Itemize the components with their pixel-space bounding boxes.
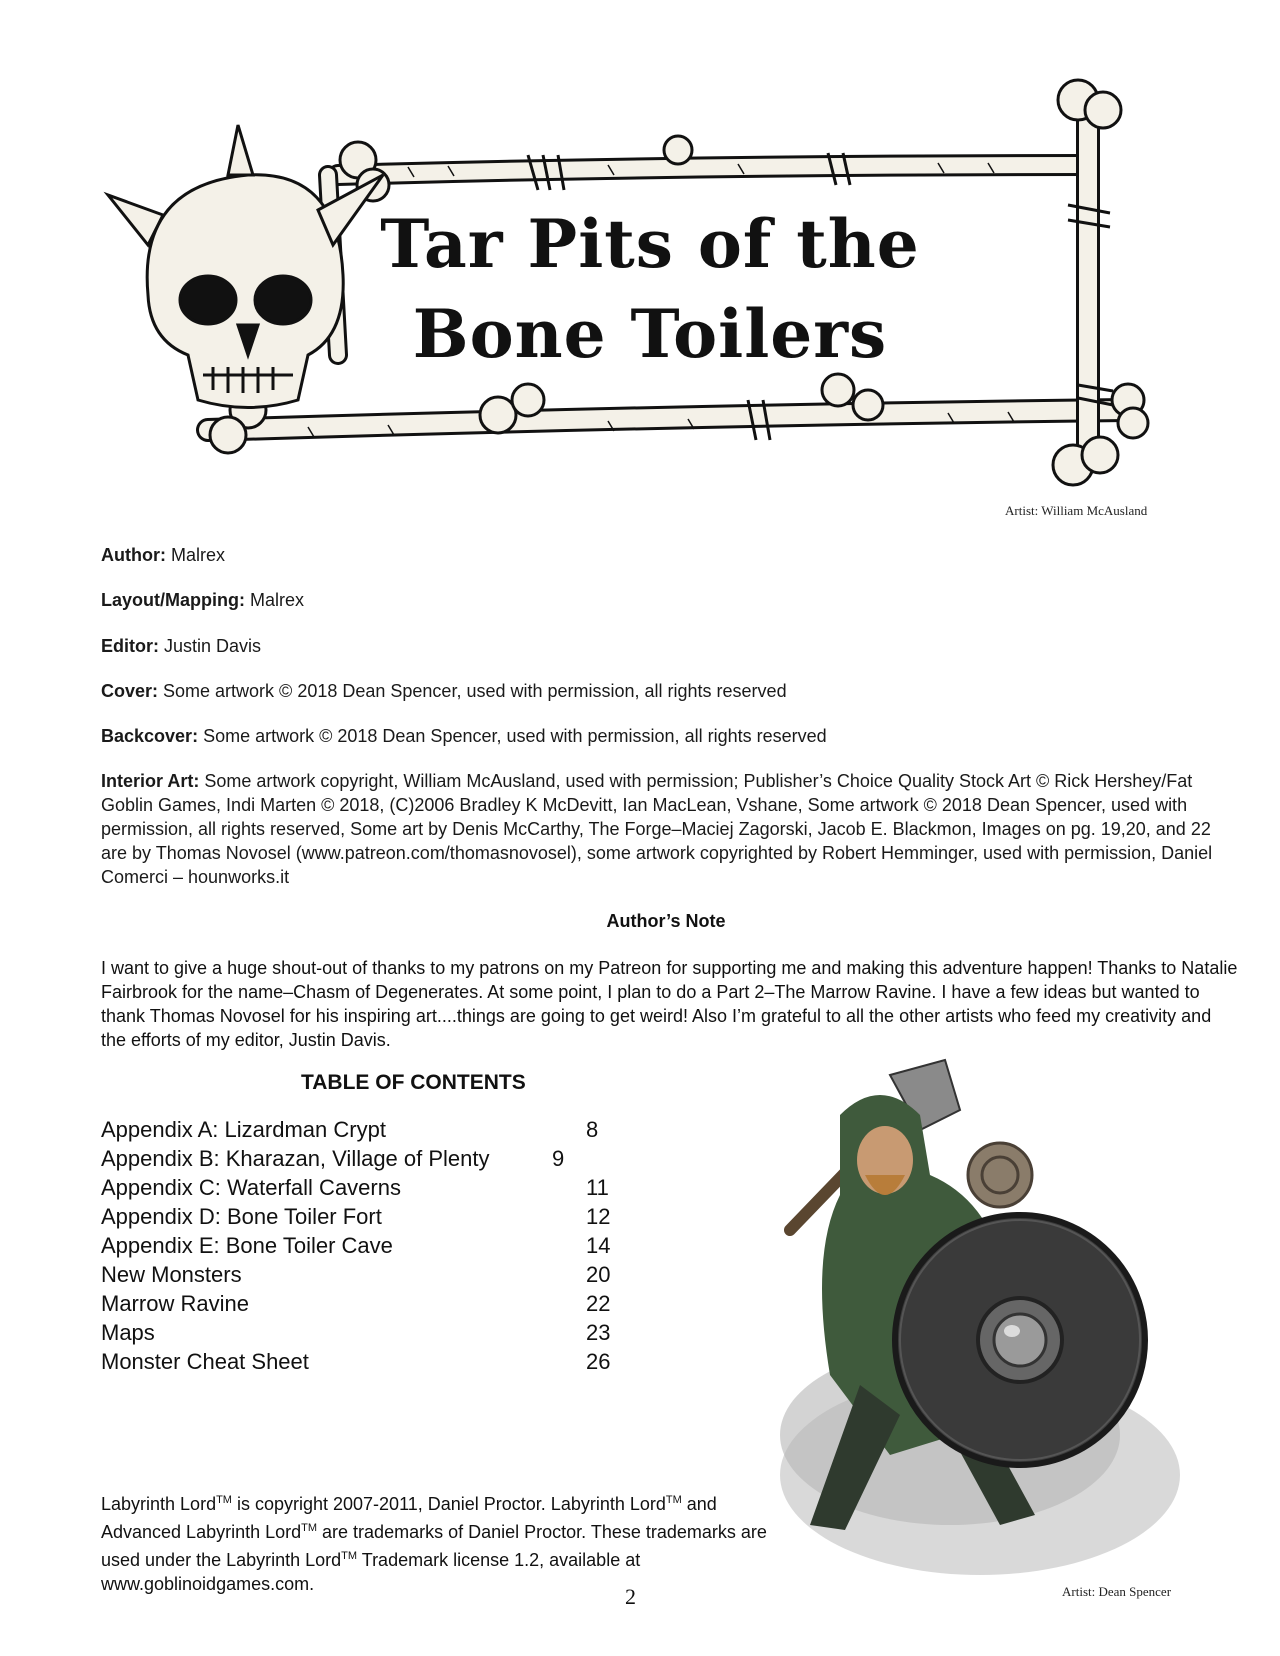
- toc-entry: [101, 1144, 661, 1173]
- credit-editor: [101, 634, 1241, 658]
- toc-entry-label: Marrow Ravine: [101, 1291, 249, 1316]
- credit-author: [101, 543, 1241, 567]
- trademark-symbol: TM: [216, 1494, 232, 1506]
- toc-entry-page: 22: [586, 1291, 611, 1316]
- bone-frame-illustration: [88, 55, 1188, 525]
- toc-entry-label: Appendix E: Bone Toiler Cave: [101, 1233, 393, 1258]
- toc-entry: [101, 1173, 661, 1202]
- warrior-artist-credit: Artist: Dean Spencer: [1062, 1584, 1172, 1599]
- authors-note-heading: Author’s Note: [606, 911, 726, 931]
- authors-note-body: I want to give a huge shout-out of thanks to my patrons on my Patreon for supporting me and making this adventure happen! Thanks to Natalie Fairbrook for the name–Chasm of Degenerates. At some point, I plan to do a Part 2–The Marrow Ravine. I have a few ideas but wanted to thank Thomas Novosel for his inspiring art....things are going to get weird! Also I’m grateful to all the other artists who feed my creativity and the efforts of my editor, Justin Davis.: [101, 958, 1238, 1050]
- toc-entry-label: Monster Cheat Sheet: [101, 1349, 309, 1374]
- legal-text: Labyrinth Lord: [101, 1494, 217, 1514]
- toc-entry: [101, 1260, 661, 1289]
- title-line-1: Tar Pits of the: [380, 205, 920, 283]
- title-line-2: Bone Toilers: [412, 295, 888, 373]
- warrior-illustration: [770, 1055, 1190, 1575]
- toc-entry-page: 14: [586, 1233, 611, 1258]
- credit-cover: [101, 679, 1241, 703]
- credit-value: Malrex: [244, 590, 304, 610]
- credit-label: Backcover:: [101, 726, 199, 746]
- trademark-symbol: TM: [665, 1494, 682, 1506]
- toc-entry-label: Appendix B: Kharazan, Village of Plenty: [101, 1146, 490, 1171]
- toc-entry: [101, 1289, 661, 1318]
- toc-entry: [101, 1231, 661, 1260]
- toc-entry: [101, 1347, 661, 1376]
- toc-entry-page: 23: [586, 1320, 611, 1345]
- toc-heading: TABLE OF CONTENTS: [301, 1071, 526, 1094]
- credit-value: Some artwork © 2018 Dean Spencer, used with permission, all rights reserved: [198, 726, 827, 746]
- banner-artist-credit: Artist: William McAusland: [1005, 503, 1148, 518]
- credit-value: Justin Davis: [159, 636, 262, 656]
- legal-text: is copyright 2007-2011, Daniel Proctor. Labyrinth Lord: [231, 1494, 666, 1514]
- legal-text: are trademarks of Daniel Proctor. These trademarks are used under the Labyrinth Lord: [101, 1522, 767, 1570]
- credit-value: Malrex: [165, 545, 225, 565]
- toc-entry-label: Appendix D: Bone Toiler Fort: [101, 1204, 382, 1229]
- table-of-contents: [101, 1115, 661, 1376]
- page-number: 2: [625, 1584, 636, 1609]
- credit-value: Some artwork © 2018 Dean Spencer, used with permission, all rights reserved: [158, 681, 787, 701]
- toc-entry-label: Maps: [101, 1320, 155, 1345]
- credit-value: Some artwork copyright, William McAusland, used with permission; Publisher’s Choice Quality Stock Art © Rick Hershey/Fat Goblin Games, Indi Marten © 2018, (C)2006 Bradley K McDevitt, Ian MacLean, Vshane, Some artwork © 2018 Dean Spencer, used with permission, all rights reserved, Some art by Denis McCarthy, The Forge–Maciej Zagorski, Jacob E. Blackmon, Images on pg. 19,20, and 22 are by Thomas Novosel (www.patreon.com/thomasnovosel), some artwork copyrighted by Robert Hemminger, used with permission, Daniel Comerci – hounworks.it: [101, 771, 1213, 887]
- credit-backcover: [101, 724, 1241, 748]
- toc-entry-page: 11: [586, 1175, 609, 1200]
- credit-label: Interior Art:: [101, 771, 200, 791]
- toc-entry-page: 26: [586, 1349, 611, 1374]
- toc-entry-page: 12: [586, 1204, 611, 1229]
- toc-entry-label: Appendix A: Lizardman Crypt: [101, 1117, 386, 1142]
- credit-layout: [101, 588, 1241, 612]
- credit-label: Layout/Mapping:: [101, 590, 245, 610]
- toc-entry-page: 20: [586, 1262, 611, 1287]
- toc-entry-page: 8: [586, 1117, 599, 1142]
- credit-label: Author:: [101, 545, 166, 565]
- toc-entry: [101, 1115, 661, 1144]
- toc-entry-label: New Monsters: [101, 1262, 242, 1287]
- toc-entry-page: 9: [552, 1146, 565, 1171]
- legal-text: Trademark license 1.2, available at www.goblinoidgames.com.: [101, 1550, 641, 1594]
- trademark-symbol: TM: [301, 1522, 318, 1534]
- credit-label: Cover:: [101, 681, 159, 701]
- credit-label: Editor:: [101, 636, 159, 656]
- trademark-symbol: TM: [341, 1550, 358, 1562]
- credit-interior-art: [101, 769, 1231, 889]
- trademark-notice: [101, 1488, 781, 1596]
- toc-entry: [101, 1318, 661, 1347]
- toc-entry: [101, 1202, 661, 1231]
- toc-entry-label: Appendix C: Waterfall Caverns: [101, 1175, 401, 1200]
- legal-text: and Advanced Labyrinth Lord: [101, 1494, 717, 1542]
